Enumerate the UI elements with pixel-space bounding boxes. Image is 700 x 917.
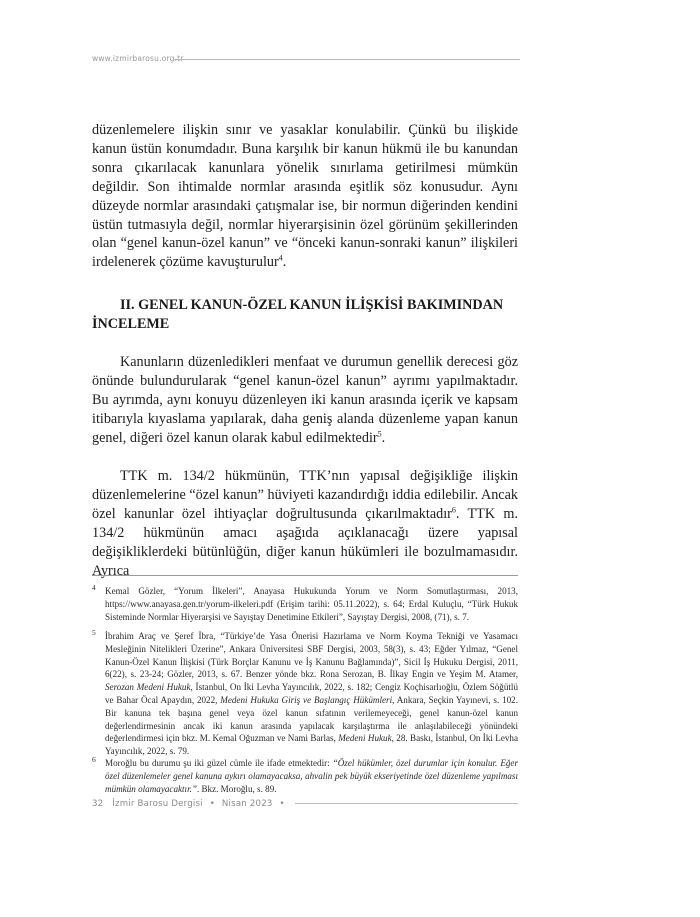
footnote-book-title: Medeni Hukuka Giriş ve Başlangıç Hükümleri xyxy=(220,694,393,705)
body-paragraph-3 xyxy=(92,467,518,580)
footnote-number: 5 xyxy=(92,628,96,637)
footnote-text-part: Moroğlu bu durumu şu iki güzel cümle ile ifade etmektedir: xyxy=(105,758,333,768)
footnote-text-part: , 28. Baskı, İstanbul, On İki Levha Yayıncılık, 2022, s. 79. xyxy=(105,733,519,757)
paragraph-text-continued: . TTK m. 134/2 hükmünün amacı aşağıda açıklanacağı üzere yapısal değişikliklerdeki bütünlüğün, diğer kanun hükümleri ile bozulmamasıdır. Ayrıca xyxy=(92,505,518,579)
paragraph-text: Kanunların düzenledikleri menfaat ve durumun genellik derecesi göz önünde bulundurularak “genel kanun-özel kanun” ayrımı yapılmaktadır. Bu ayrımda, aynı konuyu düzenleyen iki kanun arasında içerik ve kapsam itibarıyla kıyaslama yapılarak, daha geniş alanda düzenleme yapan kanun genel, diğeri özel kanun olarak kabul edilmektedir xyxy=(92,354,518,446)
journal-issue: Nisan 2023 xyxy=(221,799,273,809)
section-heading: II. GENEL KANUN-ÖZEL KANUN İLİŞKİSİ BAKIMINDAN İNCELEME xyxy=(92,297,504,332)
footnote-text xyxy=(105,757,518,795)
footnote-4 xyxy=(92,585,518,623)
body-paragraph-1: düzenlemelere ilişkin sınır ve yasaklar konulabilir. Çünkü bu ilişkide kanun üstün konumdadır. Buna karşılık bir kanun hükmü ile bu kanundan sonra çıkarılacak kanunlara yönelik sınırlama getirilmesi mümkün değildir. Son ihtimalde normlar arasında eşitlik söz konusudur. Aynı düzeyde normlar arasındaki çatışmalar ise, bir normun diğerinden kendini üstün tutmasıyla değil, normlar hiyerarşisinin özel görünüm şekillerinden olan “genel kanun-özel kanun” ve “önceki kanun-sonraki kanun” ilişkileri irdelenerek çözüme kavuşturulur$^4$. xyxy=(92,122,518,271)
footnote-book-title: Medeni Hukuk xyxy=(338,733,392,744)
body-paragraph-2: Kanunların düzenledikleri menfaat ve durumun genellik derecesi göz önünde bulundurularak “genel kanun-özel kanun” ayrımı yapılmaktadır. Bu ayrımda, aynı konuyu düzenleyen iki kanun arasında içerik ve kapsam itibarıyla kıyaslama yapılarak, daha geniş alanda düzenleme yapan kanun genel, diğeri özel kanun olarak kabul edilmektedir$^5$. xyxy=(92,354,518,446)
footnote-5 xyxy=(92,630,518,758)
footnote-ref-5[interactable]: 5 xyxy=(377,428,382,438)
footer-separator: • xyxy=(279,799,285,809)
footnote-text xyxy=(105,630,518,758)
footnote-text-part: , İstanbul, On İki Levha Yayıncılık, 2022, s. 182; Cengiz Koçhisarlıoğlu, Özlem Söğütlü ve Bahar Öcal Apaydın, 2022, xyxy=(105,682,519,705)
footnote-text: Kemal Gözler, “Yorum İlkeleri”, Anayasa Hukukunda Yorum ve Norm Somutlaştırması, 2013, https://www.anayasa.gen.tr/yorum-ilkeleri.pdf (Erişim tarihi: 05.11.2022), s. 64; Erdal Kuluçlu, “Türk Hukuk Sisteminde Normlar Hiyerarşisi ve Sayıştay Denetimine Etkileri”, Sayıştay Dergisi, 2008, (71), s. 7. xyxy=(105,586,518,622)
footnote-number: 6 xyxy=(92,755,96,764)
paragraph-text: TTK m. 134/2 hükmünün, TTK’nın yapısal değişikliğe ilişkin düzenlemelerine “özel kanun” hüviyeti kazandırdığı iddia edilebilir. Ancak özel kanunlar özel ihtiyaçlar doğrultusunda çıkarılmaktadır xyxy=(92,468,518,522)
footnote-quote: “Özel hükümler, özel durumlar için konulur. Eğer özel düzenlemeler genel kanuna aykırı olamayacaksa, ahvalin pek büyük ekseriyetinde özel düzenleme yapılması mümkün olamayacaktır.” xyxy=(105,758,518,794)
journal-name: İzmir Barosu Dergisi xyxy=(112,799,203,809)
header-url: www.izmirbarosu.org.tr xyxy=(92,54,184,63)
page-number: 32 xyxy=(92,799,104,809)
footnote-text-part: , Ankara, Seçkin Yayınevi, s. 102. Bir kanuna tek başına genel veya özel kanun sıfatının verilemeyeceği, genel kanun-özel kanun değerlendirmesinin ancak iki kanun arasında yapılacak karşılaştırma ile anlaşılabileceği yönündeki değerlendirmesi için bkz. M. Kemal Oğuzman ve Nami Barlas, xyxy=(105,694,518,744)
page-footer xyxy=(92,799,295,809)
paragraph-text: düzenlemelere ilişkin sınır ve yasaklar konulabilir. Çünkü bu ilişkide kanun üstün konumdadır. Buna karşılık bir kanun hükmü ile bu kanundan sonra çıkarılacak kanunlara yönelik sınırlama getirilmesi mümkün değildir. Son ihtimalde normlar arasında eşitlik söz konusudur. Aynı düzeyde normlar arasındaki çatışmalar ise, bir normun diğerinden kendini üstün tutmasıyla değil, normlar hiyerarşisinin özel görünüm şekillerinden olan “genel kanun-özel kanun” ve “önceki kanun-sonraki kanun” ilişkileri irdelenerek çözüme kavuşturulur xyxy=(92,122,518,271)
footnote-6 xyxy=(92,757,518,795)
footnote-rule xyxy=(92,575,518,576)
footnote-number: 4 xyxy=(92,583,96,592)
footnote-text-part: . Bkz. Moroğlu, s. 89. xyxy=(196,783,277,794)
footnote-text-part: İbrahim Araç ve Şeref İbra, “Türkiye’de Yasa Önerisi Hazırlama ve Norm Koyma Tekniği ve Yasamacı Mesleğinin Nitelikleri Üzerine”, Ankara Üniversitesi SBF Dergisi, 2003, 58(3), s. 43; Eğder Yılmaz, “Genel Kanun-Özel Kanun İlişkisi (Türk Borçlar Kanunu ve İş Kanunu Bağlamında)”, Sicil İş Hukuku Dergisi, 2011, 6(22), s. 23-24; Gözler, 2013, s. 67. Benzer yönde bkz. Rona Serozan, B. İlkay Engin ve Yeşim M. Atamer, xyxy=(105,631,518,680)
footnote-ref-6[interactable]: 6 xyxy=(451,505,456,515)
footnote-book-title: Serozan Medeni Hukuk xyxy=(105,682,191,693)
header-rule xyxy=(174,59,520,60)
footnote-ref-4[interactable]: 4 xyxy=(278,253,283,263)
footer-separator: • xyxy=(209,799,215,809)
